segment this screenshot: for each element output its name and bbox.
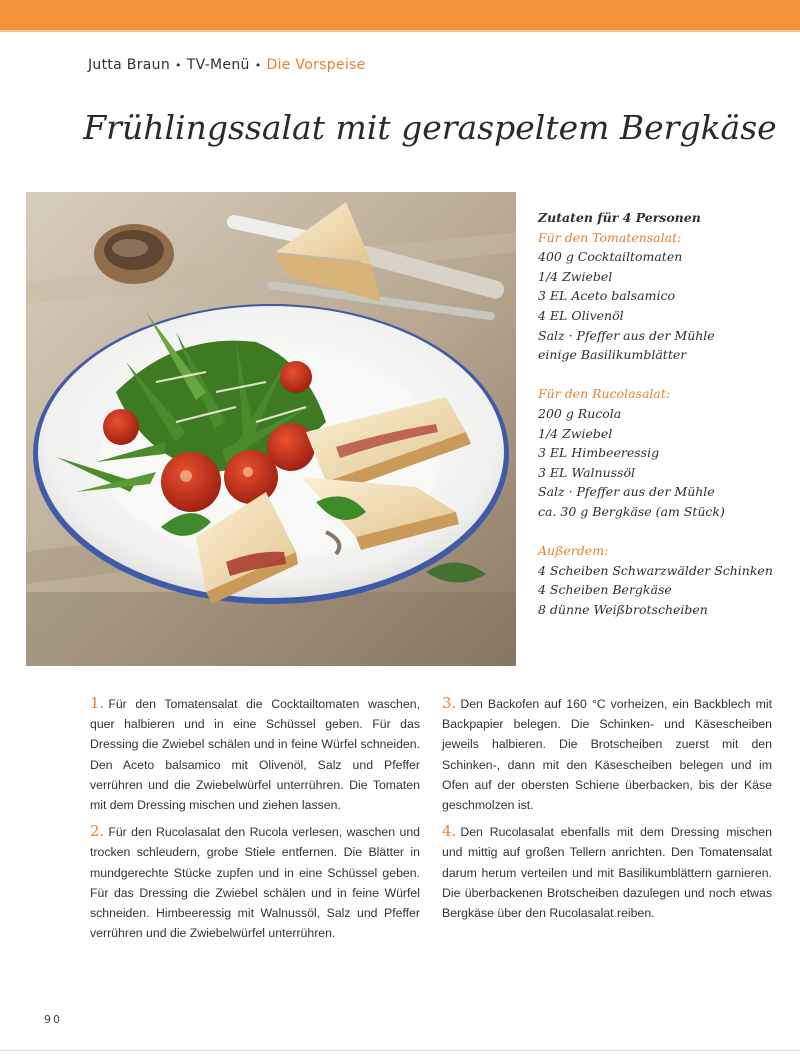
step-number: 2. xyxy=(90,822,105,841)
step-4 xyxy=(442,821,772,923)
ingredient-item: 1/4 Zwiebel xyxy=(538,268,613,284)
step-3 xyxy=(442,693,772,815)
ingredient-item: 8 dünne Weißbrotscheiben xyxy=(538,601,708,617)
ingredient-item: Salz · Pfeffer aus der Mühle xyxy=(538,484,715,500)
ingredient-item: ca. 30 g Bergkäse (am Stück) xyxy=(538,503,725,519)
step-text: Den Backofen auf 160 °C vorheizen, ein Backblech mit Backpapier belegen. Die Schinken- und Käsescheiben jeweils halbieren. Die Brotscheiben zuerst mit den Schinken-, dann mit den Käsescheiben belegen und im Ofen auf der obersten Schiene überbacken, bis der Käse geschmolzen ist. xyxy=(442,697,772,813)
ingredient-group-spacer xyxy=(538,522,798,542)
page-number: 90 xyxy=(44,1013,62,1026)
top-accent-bar-edge xyxy=(0,30,800,32)
dish-photo xyxy=(26,192,516,666)
breadcrumb-author: Jutta Braun xyxy=(88,57,170,73)
instructions-column-right xyxy=(442,693,772,929)
step-text: Für den Rucolasalat den Rucola verlesen, waschen und trocken schleudern, grobe Stiele entfernen. Die Blätter in mundgerechte Stücke zupfen und in eine Schüssel geben. Für das Dressing die Zwiebel schälen und in feine Würfel schneiden. Himbeeressig mit Walnussöl, Salz und Pfeffer verrühren und die Zwiebelwürfel unterrühren. xyxy=(90,825,420,941)
step-text: Den Rucolasalat ebenfalls mit dem Dressing mischen und mittig auf großen Tellern anrichten. Den Tomatensalat darum herum verteilen und mit Basilikumblättern garnieren. Die überbackenen Brotscheiben dazulegen und noch etwas Bergkäse über den Rucolasalat reiben. xyxy=(442,825,772,921)
step-text: Für den Tomatensalat die Cocktailtomaten waschen, quer halbieren und in eine Schüssel geben. Für das Dressing die Zwiebel schälen und in feine Würfel schneiden. Den Aceto balsamico mit Olivenöl, Salz und Pfeffer verrühren und die Zwiebelwürfel unterrühren. Die Tomaten mit dem Dressing mischen und ziehen lassen. xyxy=(90,697,420,813)
ingredient-item: 3 EL Walnussöl xyxy=(538,464,635,480)
ingredient-group-title: Außerdem: xyxy=(538,543,609,559)
ingredients-block xyxy=(538,208,798,619)
step-number: 1. xyxy=(90,694,105,712)
ingredient-item: 4 EL Olivenöl xyxy=(538,307,624,323)
ingredient-item: 3 EL Himbeeressig xyxy=(538,445,660,461)
ingredient-item: 3 EL Aceto balsamico xyxy=(538,288,675,304)
ingredient-group-title: Für den Tomatensalat: xyxy=(538,229,682,245)
ingredient-item: Salz · Pfeffer aus der Mühle xyxy=(538,327,715,343)
breadcrumb-section: Die Vorspeise xyxy=(266,57,366,73)
step-number: 3. xyxy=(442,694,457,712)
bottom-rule xyxy=(0,1050,800,1051)
breadcrumb xyxy=(88,57,366,73)
ingredient-group-title: Für den Rucolasalat: xyxy=(538,386,671,402)
step-1 xyxy=(90,693,420,815)
ingredient-item: 400 g Cocktailtomaten xyxy=(538,249,683,265)
ingredient-item: 4 Scheiben Schwarzwälder Schinken xyxy=(538,562,773,578)
step-2 xyxy=(90,821,420,943)
breadcrumb-book: TV-Menü xyxy=(186,57,250,73)
step-number: 4. xyxy=(442,822,457,841)
top-accent-bar xyxy=(0,0,800,30)
ingredient-item: 200 g Rucola xyxy=(538,405,622,421)
breadcrumb-separator: • xyxy=(254,59,262,72)
ingredient-item: 1/4 Zwiebel xyxy=(538,425,613,441)
page-title: Frühlingssalat mit geraspeltem Bergkäse xyxy=(83,108,777,147)
ingredients-heading: Zutaten für 4 Personen xyxy=(538,210,701,225)
ingredient-group-spacer xyxy=(538,365,798,385)
ingredient-item: einige Basilikumblätter xyxy=(538,347,687,363)
breadcrumb-separator: • xyxy=(175,59,182,72)
ingredient-item: 4 Scheiben Bergkäse xyxy=(538,582,672,598)
instructions-column-left xyxy=(90,693,420,949)
